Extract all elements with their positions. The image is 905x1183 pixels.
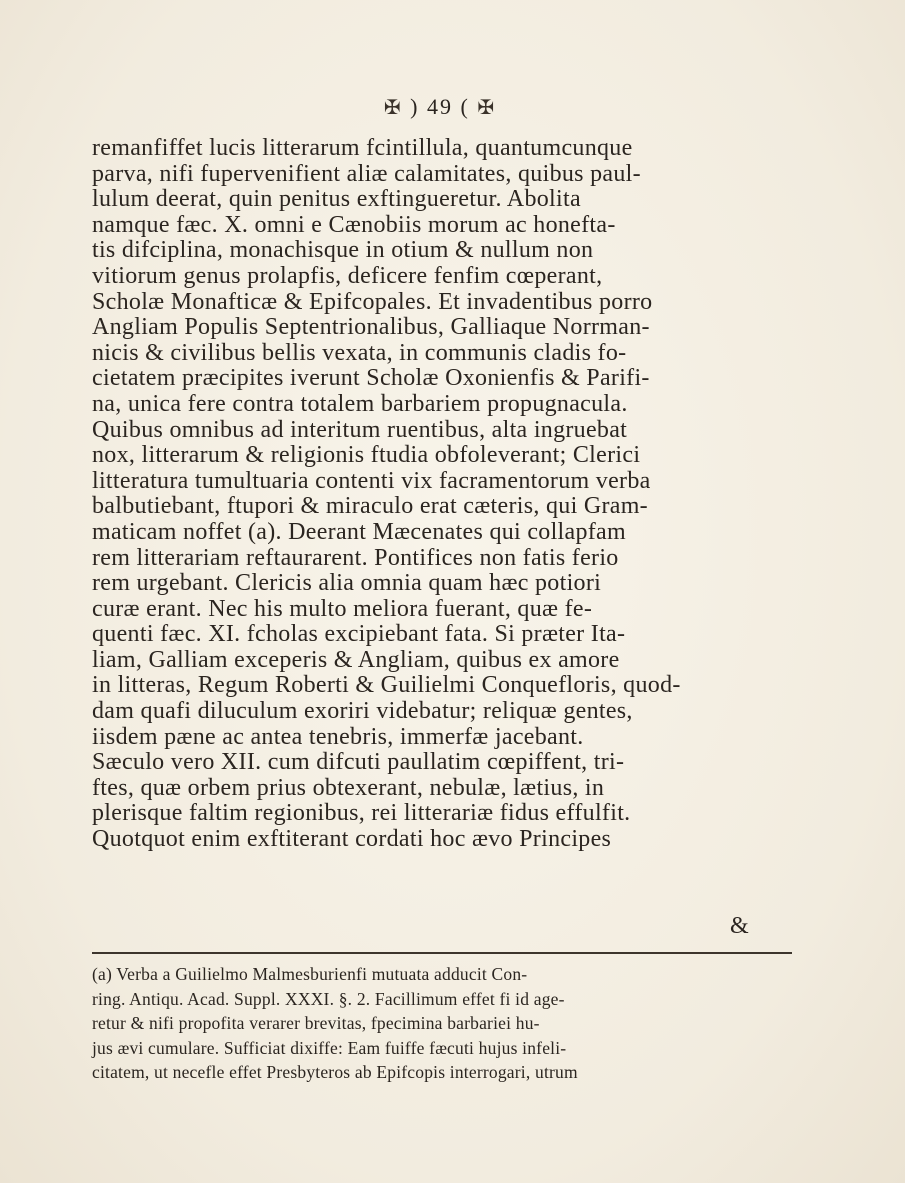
text-line: parva, nifi fupervenifient aliæ calamitates, quibus paul- [92,160,641,187]
text-line: Quotquot enim exftiterant cordati hoc ævo Principes [92,826,612,853]
text-line: na, unica fere contra totalem barbariem propugnacula. [92,390,628,417]
text-line: nox, litterarum & religionis ftudia obfoleverant; Clerici [92,442,641,469]
text-line: iisdem pæne ac antea tenebris, immerfæ jacebant. [92,723,584,750]
footnote-line: citatem, ut necefle effet Presbyteros ab Epifcopis interrogari, utrum [92,1062,578,1082]
text-line: nicis & civilibus bellis vexata, in communis cladis fo- [92,339,627,366]
text-line: remanfiffet lucis litterarum fcintillula, quantumcunque [92,135,633,161]
text-line: vitiorum genus prolapfis, deficere fenfim cœperant, [92,262,603,289]
left-ornament: ✠ [383,97,403,119]
text-line: dam quafi diluculum exoriri videbatur; reliquæ gentes, [92,698,633,725]
running-header [320,94,560,128]
text-line: liam, Galliam exceperis & Angliam, quibus ex amore [92,646,620,673]
text-line: maticam noffet (a). Deerant Mæcenates qui collapfam [92,518,626,545]
catchword: & [730,913,749,939]
text-line: litteratura tumultuaria contenti vix facramentorum verba [92,467,651,494]
text-line: cietatem præcipites iverunt Scholæ Oxonienfis & Parifi- [92,365,650,392]
footnote-divider [92,952,792,954]
footnote-line: ring. Antiqu. Acad. Suppl. XXXI. §. 2. Facillimum effet fi id age- [92,988,565,1009]
text-line: rem litterariam reftaurarent. Pontifices non fatis ferio [92,544,619,571]
text-line: plerisque faltim regionibus, rei litterariæ fidus effulfit. [92,800,631,827]
page-number: ) 49 ( [410,94,470,119]
text-line: quenti fæc. XI. fcholas excipiebant fata. Si præter Ita- [92,621,626,648]
text-line: namque fæc. X. omni e Cænobiis morum ac honefta- [92,211,616,238]
text-line: Scholæ Monafticæ & Epifcopales. Et invadentibus porro [92,288,653,315]
text-line: curæ erant. Nec his multo meliora fuerant, quæ fe- [92,595,593,622]
footnote-line: jus ævi cumulare. Sufficiat dixiffe: Eam fuiffe fæcuti hujus infeli- [92,1037,567,1058]
text-line: Quibus omnibus ad interitum ruentibus, alta ingruebat [92,416,628,443]
text-line: Angliam Populis Septentrionalibus, Galliaque Norrman- [92,314,650,341]
footnote-line: (a) Verba a Guilielmo Malmesburienfi mutuata adducit Con- [92,964,528,984]
text-line: ftes, quæ orbem prius obtexerant, nebulæ, lætius, in [92,774,605,801]
text-line: balbutiebant, ftupori & miraculo erat cæteris, qui Gram- [92,493,648,520]
text-line: Sæculo vero XII. cum difcuti paullatim cœpiffent, tri- [92,749,625,776]
footnote-line: retur & nifi propofita verarer brevitas, fpecimina barbariei hu- [92,1013,540,1033]
text-line: lulum deerat, quin penitus exftingueretur. Abolita [92,186,581,213]
main-text-block [92,136,792,853]
right-ornament: ✠ [477,97,497,119]
text-line: rem urgebant. Clericis alia omnia quam hæc potiori [92,570,602,597]
text-line: tis difciplina, monachisque in otium & nullum non [92,237,594,264]
footnote-block [92,962,792,1085]
text-line: in litteras, Regum Roberti & Guilielmi Conquefloris, quod- [92,672,681,699]
